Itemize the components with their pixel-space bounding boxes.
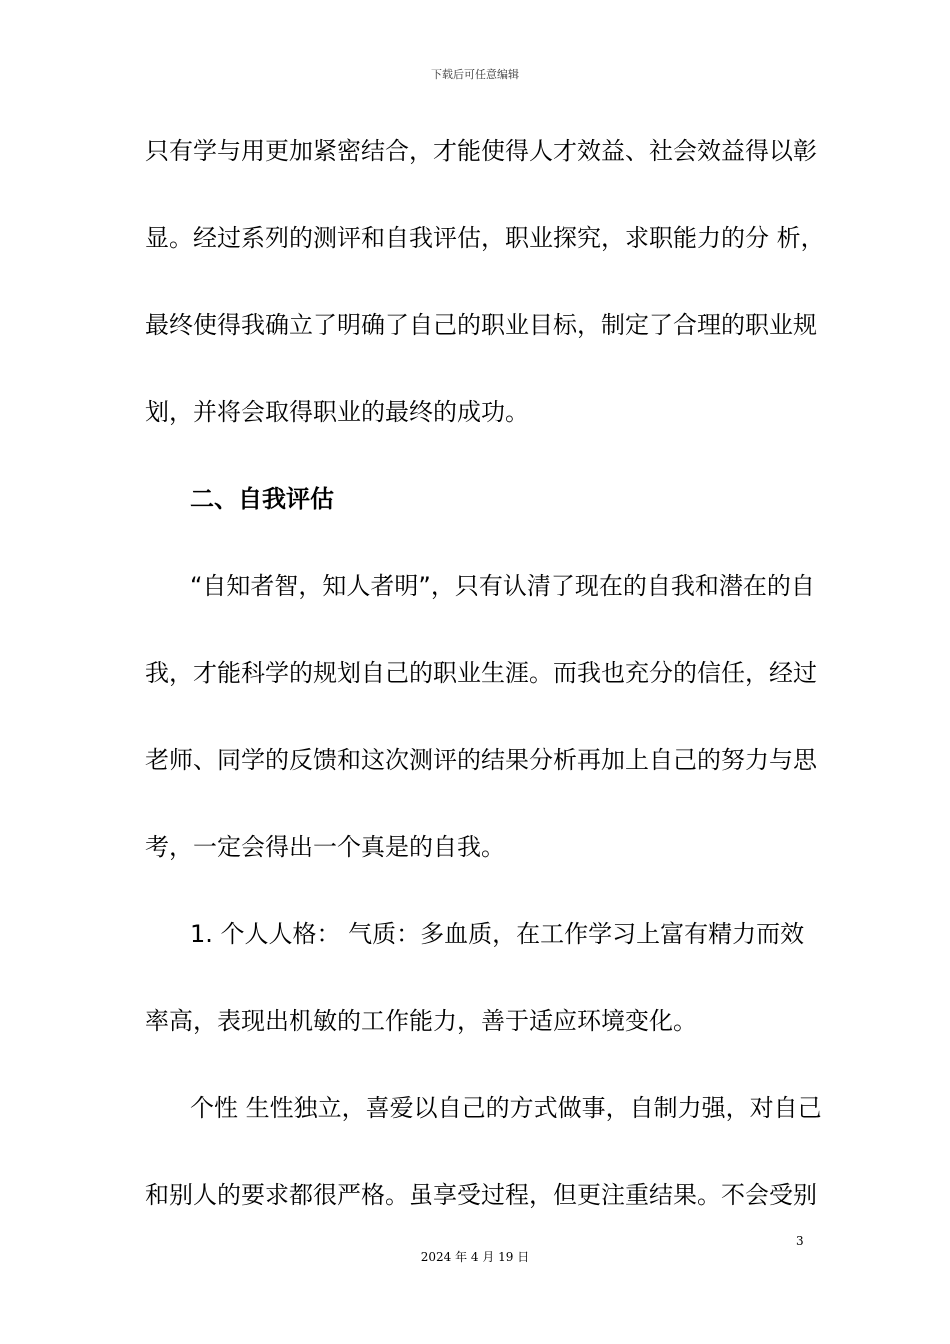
body-line: 显。经过系列的测评和自我评估，职业探究，求职能力的分 析， <box>145 224 825 252</box>
body-line: 我，才能科学的规划自己的职业生涯。而我也充分的信任，经过 <box>145 659 817 687</box>
body-line: 个性 生性独立，喜爱以自己的方式做事，自制力强，对自己 <box>190 1094 822 1122</box>
body-line: 和别人的要求都很严格。虽享受过程，但更注重结果。不会受别 <box>145 1181 817 1209</box>
footer-date: 2024 年 4 月 19 日 <box>420 1250 530 1264</box>
body-line: “自知者智，知人者明”，只有认清了现在的自我和潜在的自 <box>190 572 815 600</box>
body-line: 考，一定会得出一个真是的自我。 <box>145 833 505 861</box>
body-line: 划，并将会取得职业的最终的成功。 <box>145 398 529 426</box>
body-line: 1. 个人人格： 气质：多血质，在工作学习上富有精力而效 <box>190 920 805 948</box>
body-line: 老师、同学的反馈和这次测评的结果分析再加上自己的努力与思 <box>145 746 817 774</box>
page-number: 3 <box>796 1234 804 1248</box>
section-heading: 二、自我评估 <box>190 485 334 513</box>
page-header: 下载后可任意编辑 <box>431 68 519 81</box>
body-line: 率高，表现出机敏的工作能力，善于适应环境变化。 <box>145 1007 697 1035</box>
body-line: 只有学与用更加紧密结合，才能使得人才效益、社会效益得以彰 <box>145 137 817 165</box>
body-line: 最终使得我确立了明确了自己的职业目标，制定了合理的职业规 <box>145 311 817 339</box>
